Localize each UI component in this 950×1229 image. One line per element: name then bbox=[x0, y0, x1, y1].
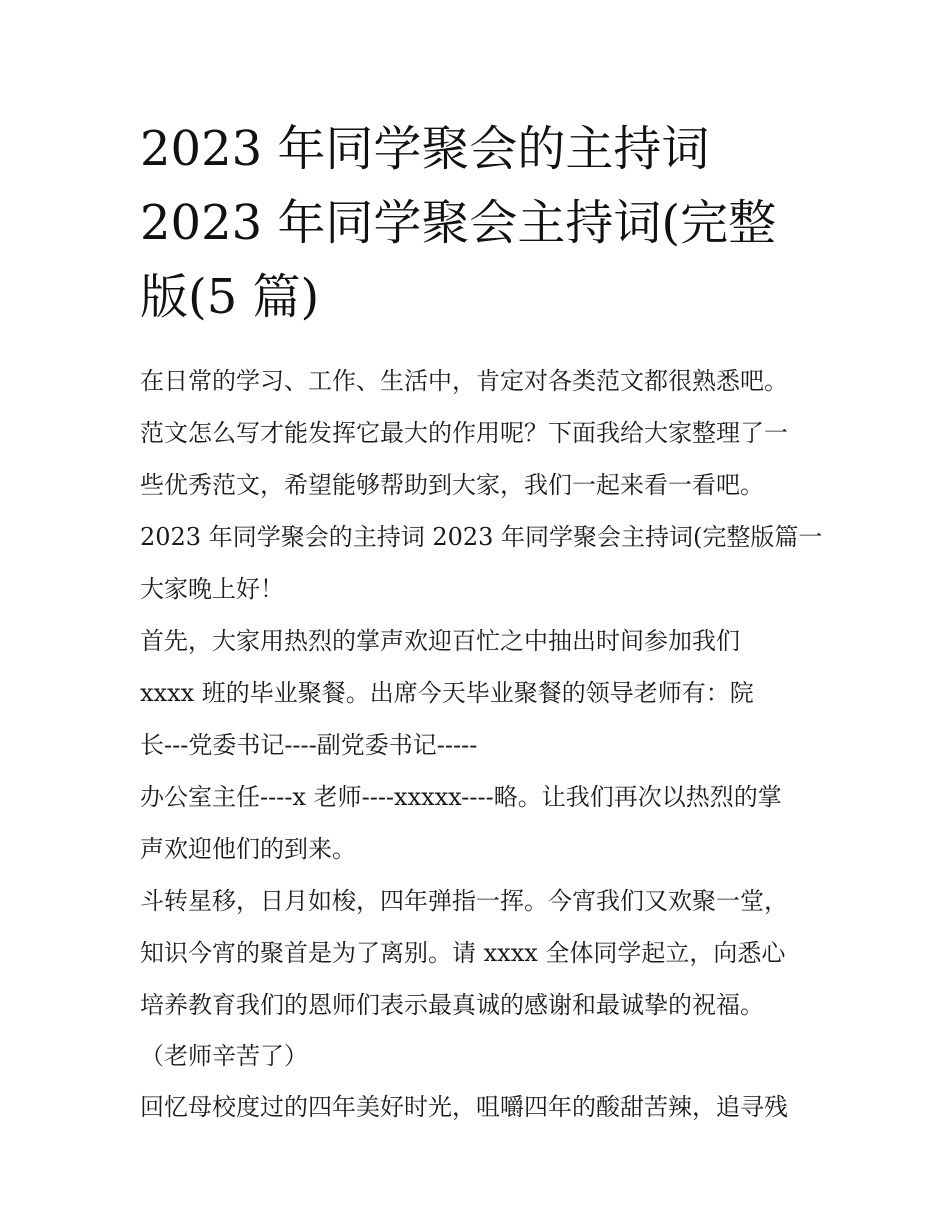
body-line: 知识今宵的聚首是为了离别。请 xxxx 全体同学起立，向悉心 bbox=[140, 939, 786, 967]
title-line-2: 2023 年同学聚会主持词(完整 bbox=[140, 195, 777, 251]
body-line: 培养教育我们的恩师们表示最真诚的感谢和最诚挚的祝福。 bbox=[140, 991, 764, 1019]
document-body bbox=[140, 355, 830, 1133]
body-line: 范文怎么写才能发挥它最大的作用呢？下面我给大家整理了一 bbox=[140, 419, 788, 447]
body-line: 些优秀范文，希望能够帮助到大家，我们一起来看一看吧。 bbox=[140, 471, 764, 499]
body-line: xxxx 班的毕业聚餐。出席今天毕业聚餐的领导老师有：院 bbox=[140, 679, 754, 707]
body-line: 2023 年同学聚会的主持词 2023 年同学聚会主持词(完整版篇一 bbox=[140, 523, 823, 551]
body-line: 长---党委书记----副党委书记----- bbox=[140, 731, 478, 759]
title-line-3: 版(5 篇) bbox=[140, 269, 320, 325]
body-line: 声欢迎他们的到来。 bbox=[140, 835, 356, 863]
document-title bbox=[140, 112, 840, 334]
body-line: 斗转星移，日月如梭，四年弹指一挥。今宵我们又欢聚一堂， bbox=[140, 887, 788, 915]
body-line: 办公室主任----x 老师----xxxxx----略。让我们再次以热烈的掌 bbox=[140, 783, 782, 811]
body-line: 大家晚上好！ bbox=[140, 575, 284, 603]
body-line: 回忆母校度过的四年美好时光，咀嚼四年的酸甜苦辣，追寻残 bbox=[140, 1093, 788, 1121]
title-line-1: 2023 年同学聚会的主持词 bbox=[140, 121, 710, 177]
body-line: （老师辛苦了） bbox=[140, 1042, 308, 1070]
body-line: 首先，大家用热烈的掌声欢迎百忙之中抽出时间参加我们 bbox=[140, 627, 740, 655]
body-line: 在日常的学习、工作、生活中，肯定对各类范文都很熟悉吧。 bbox=[140, 367, 788, 395]
